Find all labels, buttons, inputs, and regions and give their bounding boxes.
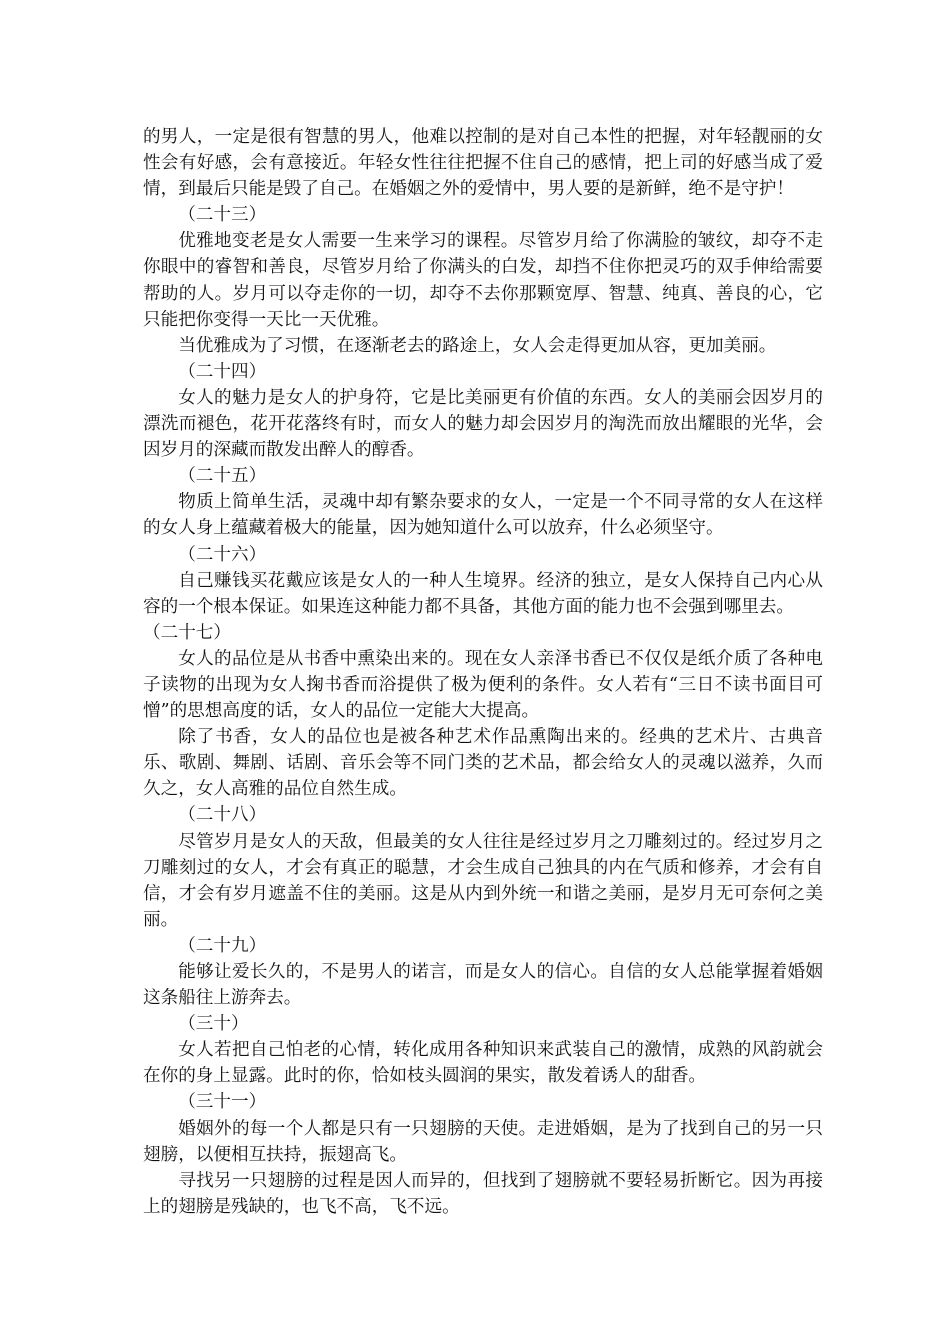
section-heading-23: （二十三） bbox=[178, 205, 267, 226]
paragraph: 当优雅成为了习惯，在逐渐老去的路途上，女人会走得更加从容，更加美丽。 bbox=[178, 335, 777, 356]
paragraph: 除了书香，女人的品位也是被各种艺术作品熏陶出来的。经典的艺术片、古典音乐、歌剧、舞剧、话剧、音乐会等不同门类的艺术品，都会给女人的灵魂以滋养，久而久之，女人高雅的品位自然生成。 bbox=[143, 727, 823, 800]
paragraph: 自己赚钱买花戴应该是女人的一种人生境界。经济的独立，是女人保持自己内心从容的一个根本保证。如果连这种能力都不具备，其他方面的能力也不会强到哪里去。 bbox=[143, 570, 823, 617]
paragraph-continued: 的男人，一定是很有智慧的男人，他难以控制的是对自己本性的把握，对年轻靓丽的女性会有好感，会有意接近。年轻女性往往把握不住自己的感情，把上司的好感当成了爱情，到最后只能是毁了自己。在婚姻之外的爱情中，男人要的是新鲜，绝不是守护！ bbox=[143, 127, 823, 200]
paragraph: 女人的品位是从书香中熏染出来的。现在女人亲泽书香已不仅仅是纸介质了各种电子读物的出现为女人掬书香而浴提供了极为便利的条件。女人若有“三日不读书面目可憎”的思想高度的话，女人的品位一定能大大提高。 bbox=[143, 648, 823, 722]
paragraph: 女人的魅力是女人的护身符，它是比美丽更有价值的东西。女人的美丽会因岁月的漂洗而褪色，花开花落终有时，而女人的魅力却会因岁月的淘洗而放出耀眼的光华，会因岁月的深藏而散发出醉人的醇香。 bbox=[143, 387, 823, 461]
paragraph: 优雅地变老是女人需要一生来学习的课程。尽管岁月给了你满脸的皱纹，却夺不走你眼中的睿智和善良，尽管岁月给了你满头的白发，却挡不住你把灵巧的双手伸给需要帮助的人。岁月可以夺走你的一切，却夺不去你那颗宽厚、智慧、纯真、善良的心，它只能把你变得一天比一天优雅。 bbox=[143, 231, 823, 330]
paragraph: 能够让爱长久的，不是男人的诺言，而是女人的信心。自信的女人总能掌握着婚姻这条船往上游奔去。 bbox=[143, 962, 823, 1009]
section-heading-26: （二十六） bbox=[178, 544, 267, 565]
section-heading-28: （二十八） bbox=[178, 805, 267, 826]
paragraph: 物质上简单生活，灵魂中却有繁杂要求的女人，一定是一个不同寻常的女人在这样的女人身上蕴藏着极大的能量，因为她知道什么可以放弃，什么必须坚守。 bbox=[143, 492, 823, 539]
section-heading-27: （二十七） bbox=[143, 622, 231, 643]
section-heading-24: （二十四） bbox=[178, 361, 267, 382]
paragraph: 尽管岁月是女人的天敌，但最美的女人往往是经过岁月之刀雕刻过的。经过岁月之刀雕刻过的女人，才会有真正的聪慧，才会生成自己独具的内在气质和修养，才会有自信，才会有岁月遮盖不住的美丽。这是从内到外统一和谐之美丽，是岁月无可奈何之美丽。 bbox=[143, 831, 823, 930]
section-heading-29: （二十九） bbox=[178, 935, 267, 956]
section-heading-25: （二十五） bbox=[178, 466, 267, 487]
paragraph: 寻找另一只翅膀的过程是因人而异的，但找到了翅膀就不要轻易折断它。因为再接上的翅膀是残缺的，也飞不高，飞不远。 bbox=[143, 1170, 823, 1217]
paragraph: 婚姻外的每一个人都是只有一只翅膀的天使。走进婚姻，是为了找到自己的另一只翅膀，以便相互扶持，振翅高飞。 bbox=[143, 1118, 823, 1165]
section-heading-30: （三十） bbox=[178, 1014, 249, 1035]
document-page bbox=[143, 124, 823, 1220]
paragraph: 女人若把自己怕老的心情，转化成用各种知识来武装自己的激情，成熟的风韵就会在你的身上显露。此时的你，恰如枝头圆润的果实，散发着诱人的甜香。 bbox=[143, 1040, 823, 1087]
section-heading-31: （三十一） bbox=[178, 1092, 267, 1113]
